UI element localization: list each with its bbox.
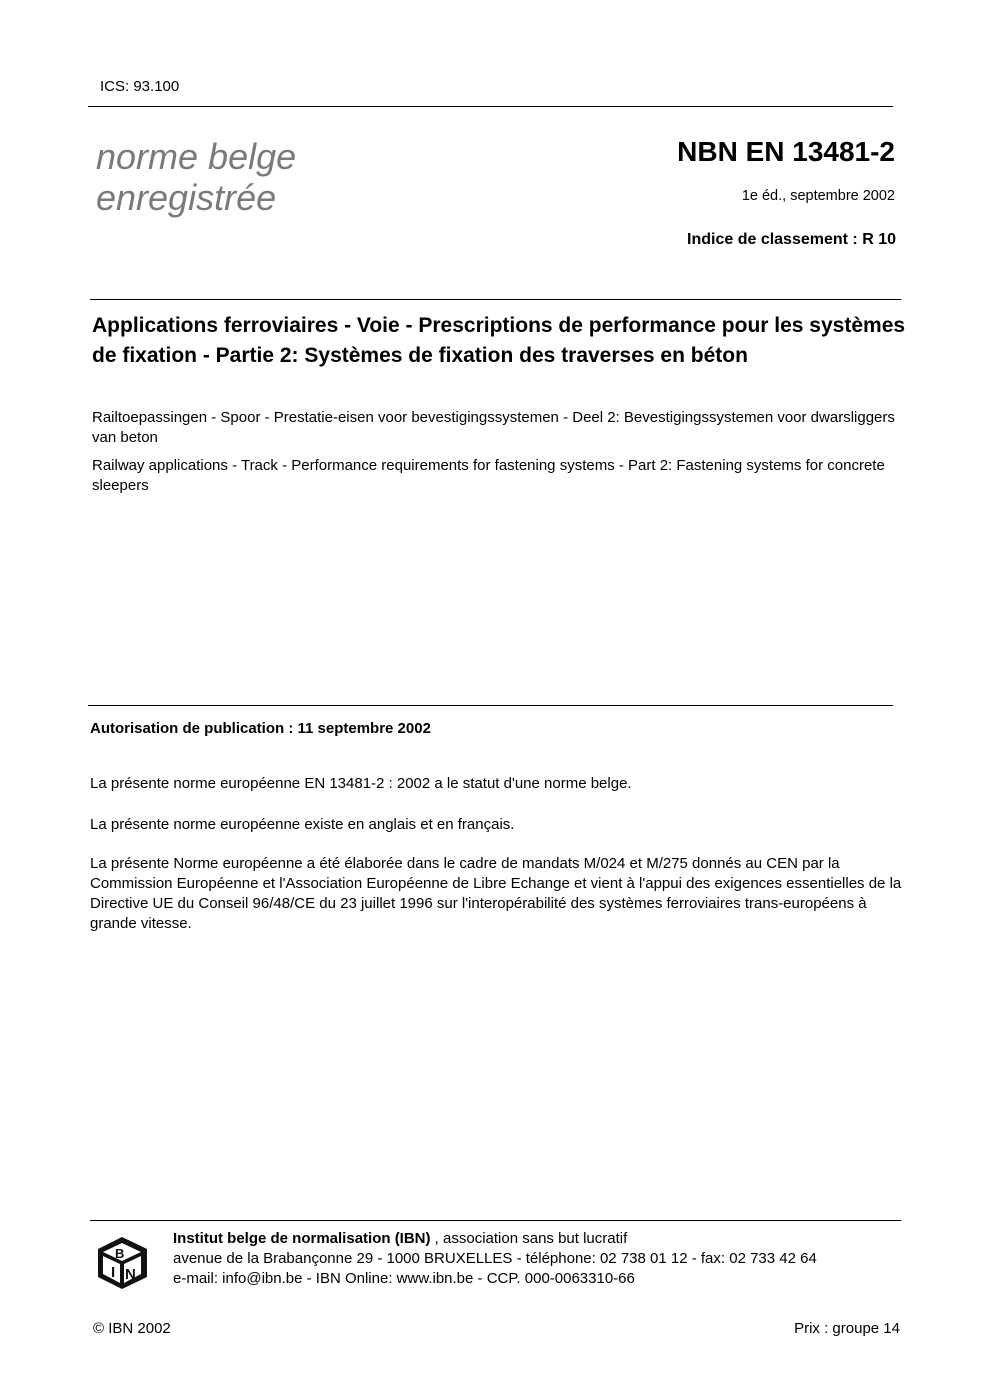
price-group: Prix : groupe 14 bbox=[794, 1320, 900, 1337]
svg-text:N: N bbox=[125, 1266, 136, 1283]
classement-index: Indice de classement : R 10 bbox=[687, 231, 896, 248]
body-rule bbox=[88, 705, 893, 706]
institute-name: Institut belge de normalisation (IBN) bbox=[173, 1230, 431, 1247]
institute-line bbox=[173, 1229, 817, 1249]
brand-line-1: norme belge bbox=[96, 136, 297, 177]
title-rule bbox=[90, 299, 901, 300]
institute-suffix: , association sans but lucratif bbox=[430, 1230, 628, 1247]
ibn-logo-icon bbox=[95, 1235, 150, 1290]
svg-text:I: I bbox=[111, 1264, 116, 1281]
paragraph-languages: La présente norme européenne existe en anglais et en français. bbox=[90, 816, 515, 833]
institute-address: avenue de la Brabançonne 29 - 1000 BRUXELLES - téléphone: 02 738 01 12 - fax: 02 733 42 64 bbox=[173, 1250, 817, 1267]
svg-text:B: B bbox=[115, 1246, 125, 1261]
paragraph-status: La présente norme européenne EN 13481-2 : 2002 a le statut d'une norme belge. bbox=[90, 775, 632, 792]
copyright: © IBN 2002 bbox=[93, 1320, 171, 1337]
standard-code: NBN EN 13481-2 bbox=[677, 136, 895, 167]
ics-code: ICS: 93.100 bbox=[100, 78, 180, 95]
title-english: Railway applications - Track - Performance requirements for fastening systems - Part 2: Fastening systems for concrete sleepers bbox=[92, 457, 885, 494]
edition-date: 1e éd., septembre 2002 bbox=[741, 188, 895, 204]
institute-info bbox=[173, 1229, 817, 1289]
title-dutch: Railtoepassingen - Spoor - Prestatie-eisen voor bevestigingssystemen - Deel 2: Bevestigingssystemen voor dwarsliggers van beton bbox=[92, 409, 895, 446]
paragraph-mandate: La présente Norme européenne a été élaborée dans le cadre de mandats M/024 et M/275 donnés au CEN par la Commission Européenne et l'Association Européenne de Libre Echange et vient à l'appui des exigences essentielles de la Directive UE du Conseil 96/48/CE du 23 juillet 1996 sur l'interopérabilité des systèmes ferroviaires trans-européens à grande vitesse. bbox=[90, 855, 902, 932]
brand-line-2: enregistrée bbox=[96, 177, 277, 218]
header-rule bbox=[88, 106, 893, 107]
publication-authorization: Autorisation de publication : 11 septembre 2002 bbox=[90, 720, 431, 737]
title-french: Applications ferroviaires - Voie - Prescriptions de performance pour les systèmes de fixation - Partie 2: Systèmes de fixation des traverses en béton bbox=[92, 314, 906, 367]
institute-contact: e-mail: info@ibn.be - IBN Online: www.ibn.be - CCP. 000-0063310-66 bbox=[173, 1270, 635, 1287]
footer-rule bbox=[90, 1220, 901, 1221]
brand-title bbox=[96, 136, 296, 218]
